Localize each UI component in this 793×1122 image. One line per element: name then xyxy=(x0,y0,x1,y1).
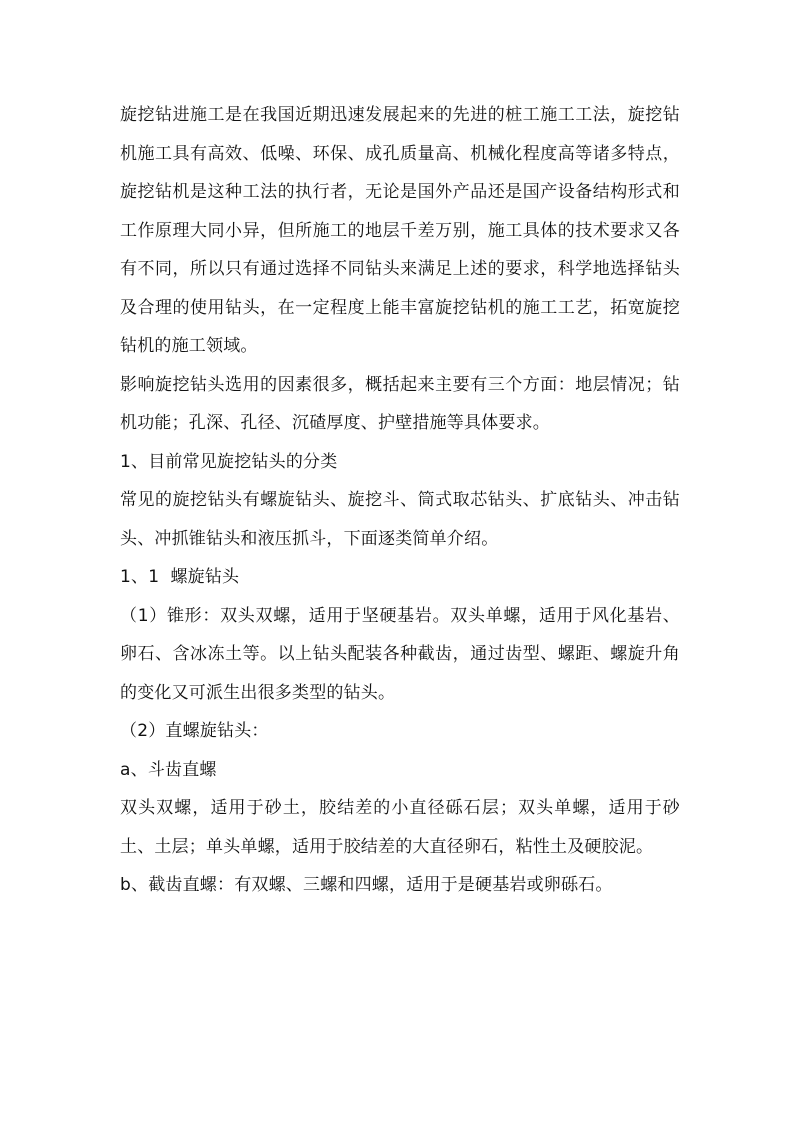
section-heading-1-1: 1、1 螺旋钻头 xyxy=(120,567,240,587)
straight-spiral-heading: （2）直螺旋钻头： xyxy=(120,721,269,741)
bucket-tooth-paragraph: 双头双螺，适用于砂土，胶结差的小直径砾石层；双头单螺，适用于砂土、土层；单头单螺，适用于胶结差的大直径卵石，粘性土及硬胶泥。 xyxy=(120,798,680,857)
classification-paragraph: 常见的旋挖钻头有螺旋钻头、旋挖斗、筒式取芯钻头、扩底钻头、冲击钻头、冲抓锥钻头和液压抓斗，下面逐类简单介绍。 xyxy=(120,490,680,549)
section-heading-1: 1、目前常见旋挖钻头的分类 xyxy=(120,451,338,472)
subheading-b-paragraph: b、截齿直螺：有双螺、三螺和四螺，适用于是硬基岩或卵砾石。 xyxy=(120,875,613,895)
document-body xyxy=(120,96,680,905)
subheading-a: a、斗齿直螺 xyxy=(120,759,217,780)
cone-drill-paragraph: （1）锥形：双头双螺，适用于坚硬基岩。双头单螺，适用于风化基岩、卵石、含冰冻土等。以上钻头配装各种截齿，通过齿型、螺距、螺旋升角的变化又可派生出很多类型的钻头。 xyxy=(120,605,680,703)
factors-paragraph: 影响旋挖钻头选用的因素很多，概括起来主要有三个方面：地层情况；钻机功能；孔深、孔径、沉碴厚度、护壁措施等具体要求。 xyxy=(120,374,680,433)
intro-paragraph: 旋挖钻进施工是在我国近期迅速发展起来的先进的桩工施工工法，旋挖钻机施工具有高效、低噪、环保、成孔质量高、机械化程度高等诸多特点，旋挖钻机是这种工法的执行者，无论是国外产品还是国产设备结构形式和工作原理大同小异，但所施工的地层千差万别，施工具体的技术要求又各有不同，所以只有通过选择不同钻头来满足上述的要求，科学地选择钻头及合理的使用钻头，在一定程度上能丰富旋挖钻机的施工工艺，拓宽旋挖钻机的施工领域。 xyxy=(120,105,680,356)
